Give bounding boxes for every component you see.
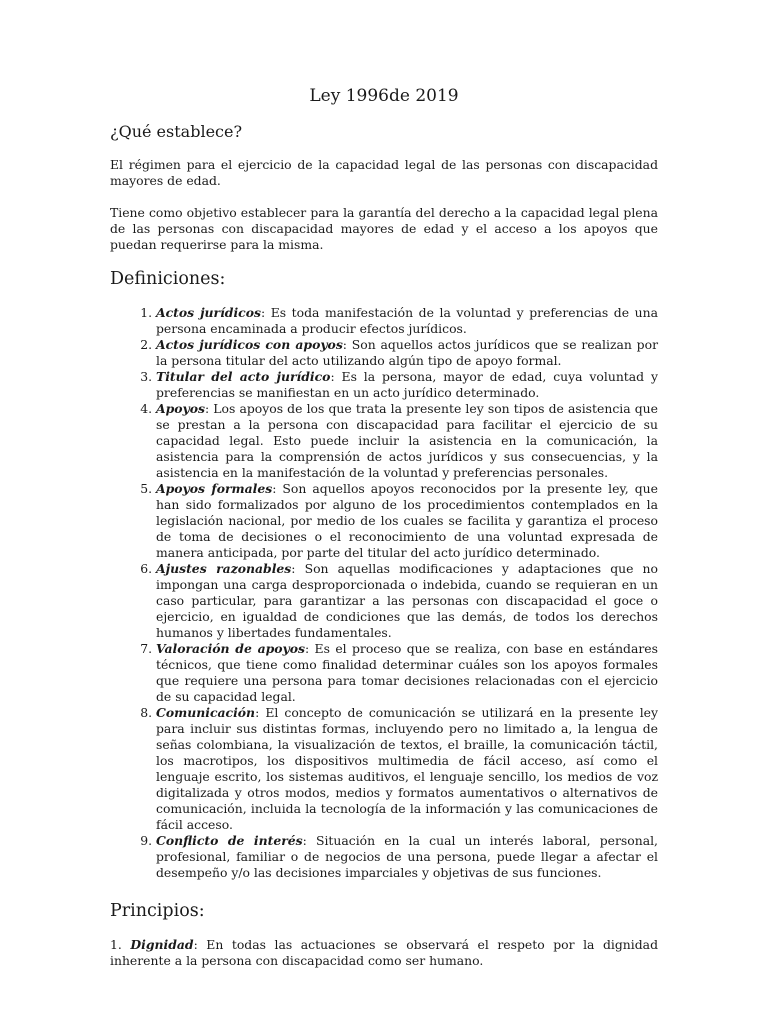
definition-item <box>156 561 658 641</box>
intro-heading: ¿Qué establece? <box>110 122 243 141</box>
intro-paragraph: Tiene como objetivo establecer para la garantía del derecho a la capacidad legal plena de las personas con discapacidad mayores de edad y el acceso a los apoyos que puedan requerirse para la misma. <box>110 205 658 252</box>
definition-term: Apoyos <box>156 401 205 416</box>
definition-text: : Situación en la cual un interés laboral, personal, profesional, familiar o de negocios de una persona, puede llegar a afectar el desempeño y/o las decisiones imparciales y objetivas de sus funciones. <box>156 833 658 880</box>
definition-item <box>156 833 658 881</box>
definition-term: Conflicto de interés <box>156 833 303 848</box>
definition-item <box>156 641 658 705</box>
document-title: Ley 1996de 2019 <box>309 86 459 106</box>
principle-term: Dignidad <box>130 937 194 952</box>
intro-paragraph: El régimen para el ejercicio de la capacidad legal de las personas con discapacidad mayores de edad. <box>110 157 658 188</box>
definition-text: : Son aquellos apoyos reconocidos por la presente ley, que han sido formalizados por alguno de los procedimientos contemplados en la legislación nacional, por medio de los cuales se facilita y garantiza el proceso de toma de decisiones o el reconocimiento de una voluntad expresada de manera anticipada, por parte del titular del acto jurídico determinado. <box>156 481 658 560</box>
principles-heading: Principios: <box>110 901 205 921</box>
definition-term: Apoyos formales <box>156 481 273 496</box>
definition-item <box>156 369 658 401</box>
definition-item <box>156 481 658 561</box>
definition-term: Actos jurídicos <box>156 305 261 320</box>
definition-item <box>156 305 658 337</box>
principle-item <box>110 937 658 969</box>
definition-text: : Son aquellas modificaciones y adaptaciones que no impongan una carga desproporcionada o indebida, cuando se requieran en un caso particular, para garantizar a las personas con discapacidad el goce o ejercicio, en igualdad de condiciones que las demás, de todos los derechos humanos y libertades fundamentales. <box>156 561 658 640</box>
definition-item <box>156 401 658 481</box>
definition-item <box>156 705 658 833</box>
definitions-list <box>110 305 658 881</box>
definition-term: Comunicación <box>156 705 256 720</box>
definitions-heading: Definiciones: <box>110 269 226 289</box>
definition-text: : Son aquellos actos jurídicos que se realizan por la persona titular del acto utilizando algún tipo de apoyo formal. <box>156 337 658 368</box>
definition-term: Valoración de apoyos <box>156 641 305 656</box>
definition-item <box>156 337 658 369</box>
definition-text: : Es la persona, mayor de edad, cuya voluntad y preferencias se manifiestan en un acto jurídico determinado. <box>156 369 659 400</box>
principle-number: 1. <box>110 937 131 952</box>
principle-text: : En todas las actuaciones se observará el respeto por la dignidad inherente a la persona con discapacidad como ser humano. <box>110 937 659 968</box>
definition-term: Actos jurídicos con apoyos <box>156 337 343 352</box>
definition-text: : Es el proceso que se realiza, con base en estándares técnicos, que tiene como finalidad determinar cuáles son los apoyos formales que requiere una persona para tomar decisiones relacionadas con el ejercicio de su capacidad legal. <box>156 641 658 704</box>
definition-text: : El concepto de comunicación se utilizará en la presente ley para incluir sus distintas formas, incluyendo pero no limitado a, la lengua de señas colombiana, la visualización de textos, el braille, la comunicación táctil, los macrotipos, los dispositivos multimedia de fácil acceso, así como el lenguaje escrito, los sistemas auditivos, el lenguaje sencillo, los medios de voz digitalizada y otros modos, medios y formatos aumentativos o alternativos de comunicación, incluida la tecnología de la información y las comunicaciones de fácil acceso. <box>156 705 658 832</box>
definition-term: Ajustes razonables <box>156 561 292 576</box>
definition-text: : Los apoyos de los que trata la presente ley son tipos de asistencia que se prestan a la persona con discapacidad para facilitar el ejercicio de su capacidad legal. Esto puede incluir la asistencia en la comunicación, la asistencia para la comprensión de actos jurídicos y sus consecuencias, y la asistencia en la manifestación de la voluntad y preferencias personales. <box>156 401 658 480</box>
definition-term: Titular del acto jurídico <box>156 369 331 384</box>
definition-text: : Es toda manifestación de la voluntad y preferencias de una persona encaminada a producir efectos jurídicos. <box>156 305 658 336</box>
